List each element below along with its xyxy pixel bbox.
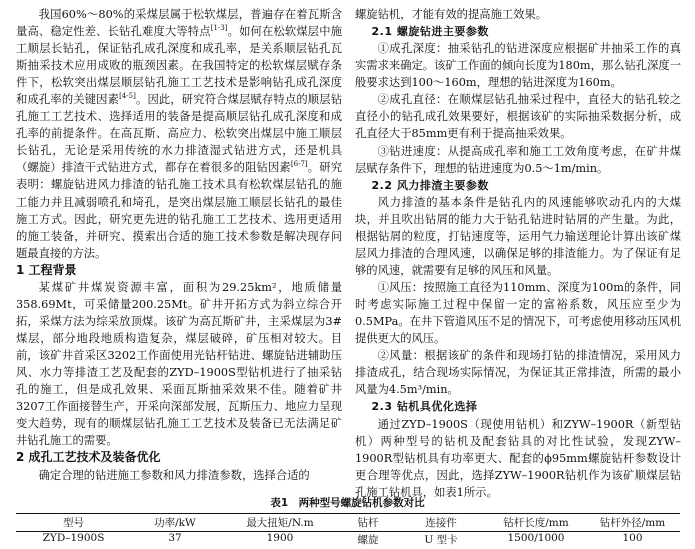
speed-paragraph: ③钻进速度：从提高成孔率和施工工效角度考虑，在矿井煤层赋存条件下，理想的钻进速度为0.5～1m/min。 (355, 144, 681, 175)
continued-paragraph: 螺旋钻机，才能有效的提高施工效果。 (355, 8, 548, 21)
cell-rod-diameter: 100 (622, 532, 643, 544)
subsection-2-2-heading: 2.2 风力排渣主要参数 (371, 178, 489, 192)
section-1-paragraph: 某煤矿井煤炭资源丰富，面积为29.25km²，地质储量358.69Mt，可采储量200.25Mt。矿井开拓方式为斜立综合开拓，采煤方法为综采放顶煤。该矿为高瓦斯矿井，主采煤层为3#煤层，部分地段地质构造复杂，煤层破碎，矿压相对较大。目前，该矿井首采区3202工作面使用光钻杆钻进、螺旋钻进辅助压风、水力等排渣工艺及配套的ZYD–1900S型钻机进行了抽采钻孔的施工，但是成孔效果、采面瓦斯抽采效果不佳。随着矿井3207工作面接替生产，开采向深部发展，瓦斯压力、地应力呈现变大趋势，现有的顺煤层钻孔施工工艺技术及装备已无法满足矿井钻孔施工的需要。 (16, 280, 342, 448)
header-rod-diameter: 钻杆外径/mm (585, 514, 680, 532)
subsection-2-3-heading: 2.3 钻机具优化选择 (371, 400, 478, 414)
table-row (16, 532, 680, 549)
cell-rod: 螺旋 (357, 534, 379, 546)
citation-ref: [1-3] (210, 24, 228, 33)
header-torque: 最大扭矩/N.m (219, 514, 341, 532)
citation-ref: [4-5] (119, 92, 136, 101)
cell-rod-length: 1500/1000 (507, 532, 565, 544)
section-2-heading: 2 成孔工艺技术及装备优化 (16, 450, 161, 465)
intro-text-2: 。如何在松软煤层中施工顺层长钻孔，保证钻孔成孔深度和成孔率，是关系顺层钻孔瓦斯抽采技术应用成败的瓶颈因素。在我国特定的松软煤层赋存条件下，松软突出煤层顺层钻孔施工工艺技术是影响钻孔成孔深度和成孔率的关键因素 (16, 25, 342, 107)
drill-parameter-table (16, 513, 680, 548)
section-1-heading: 1 工程背景 (16, 262, 77, 277)
header-rod-length: 钻杆长度/mm (487, 514, 585, 532)
right-column (355, 6, 681, 501)
air-pressure-paragraph: ①风压：按照施工直径为110mm、深度为100m的条件，同时考虑实际施工过程中保留一定的富裕系数，风压应至少为0.5MPa。在井下管道风压不足的情况下，可考虑使用移动压风机提供更大的风压。 (355, 281, 681, 346)
subsection-2-1-heading: 2.1 螺旋钻进主要参数 (371, 25, 489, 39)
air-volume-paragraph: ②风量：根据该矿的条件和现场打钻的排渣情况，采用风力排渣成孔，结合现场实际情况，为保证其正常排渣，所需的最小风量为4.5m³/min。 (355, 349, 681, 397)
intro-paragraph (16, 6, 342, 262)
header-model: 型号 (16, 514, 131, 532)
cell-power: 37 (168, 532, 182, 544)
table-header-row (16, 514, 680, 532)
diameter-paragraph: ②成孔直径：在顺煤层钻孔抽采过程中，直径大的钻孔较之直径小的钻孔成孔效果要好，根据该矿的实际抽采数据分析，成孔直径大于85mm更有利于提高抽采效果。 (355, 93, 681, 141)
header-connector: 连接件 (395, 514, 487, 532)
cell-connector: U 型卡 (424, 534, 458, 546)
depth-paragraph: ①成孔深度：抽采钻孔的钻进深度应根据矿井抽采工作的真实需求来确定。该矿工作面的倾向长度为180m，那么钻孔深度一般要求达到100～160m，理想的钻进深度为160m。 (355, 42, 681, 90)
citation-ref: [6-7] (290, 160, 308, 169)
drill-selection-paragraph: 通过ZYD–1900S（现使用钻机）和ZYW–1900R（新型钻机）两种型号的钻机及配套钻具的对比性试验，发现ZYW–1900R型钻机具有功率更大、配套的ϕ95mm螺旋钻杆参数设计更合理等优点，因此，选择ZYW–1900R钻机作为该矿顺煤层钻孔施工钻机具，如表1所示。 (355, 417, 681, 499)
section-2-paragraph: 确定合理的钻进施工参数和风力排渣参数，选择合适的 (38, 468, 310, 482)
header-rod: 钻杆 (341, 514, 395, 532)
left-column (16, 6, 342, 484)
intro-text-3: 。因此，研究符合煤层赋存特点的顺层钻孔施工工艺技术、选择适用的装备是提高顺层钻孔成孔深度和成孔率的前提条件。在高瓦斯、高应力、松软突出煤层中施工顺层长钻孔，无论是采用传统的水力排渣湿式钻进方式，还是机具（螺旋）排渣干式钻进方式，都存在着很多的阻钻因素 (16, 93, 342, 175)
table-caption: 表1 两种型号螺旋钻机参数对比 (270, 497, 425, 509)
cell-model: ZYD–1900S (42, 532, 105, 544)
intro-text-4: 。研究表明：螺旋钻进风力排渣的钻孔施工技术具有松软煤层钻孔的施工能力并且减弱喷孔和埼孔，是突出煤层施工顺层长钻孔的最佳施工方式。因此，研究更先进的钻孔施工工艺技术、选用更适用的施工装备，并研究、摸索出合适的施工技术参数是解决现存问题最直接的方法。 (16, 161, 342, 260)
intro-text-1: 我国60%～80%的采煤层属于松软煤层，普遍存在着瓦斯含量高、稳定性差、长钻孔难度大等特点 (16, 8, 342, 39)
header-power: 功率/kW (131, 514, 219, 532)
cell-torque: 1900 (266, 532, 294, 544)
air-discharge-paragraph: 风力排渣的基本条件是钻孔内的风速能够吹动孔内的大煤块，并且吹出钻屑的能力大于钻孔钻进时钻屑的产生量。为此，根据钻屑的粒度，打钻速度等，运用气力输送理论计算出该矿煤层风力排渣的合理风速，以确保足够的排渣能力。为了保证有足够的风速，就需要有足够的风压和风量。 (355, 195, 681, 278)
